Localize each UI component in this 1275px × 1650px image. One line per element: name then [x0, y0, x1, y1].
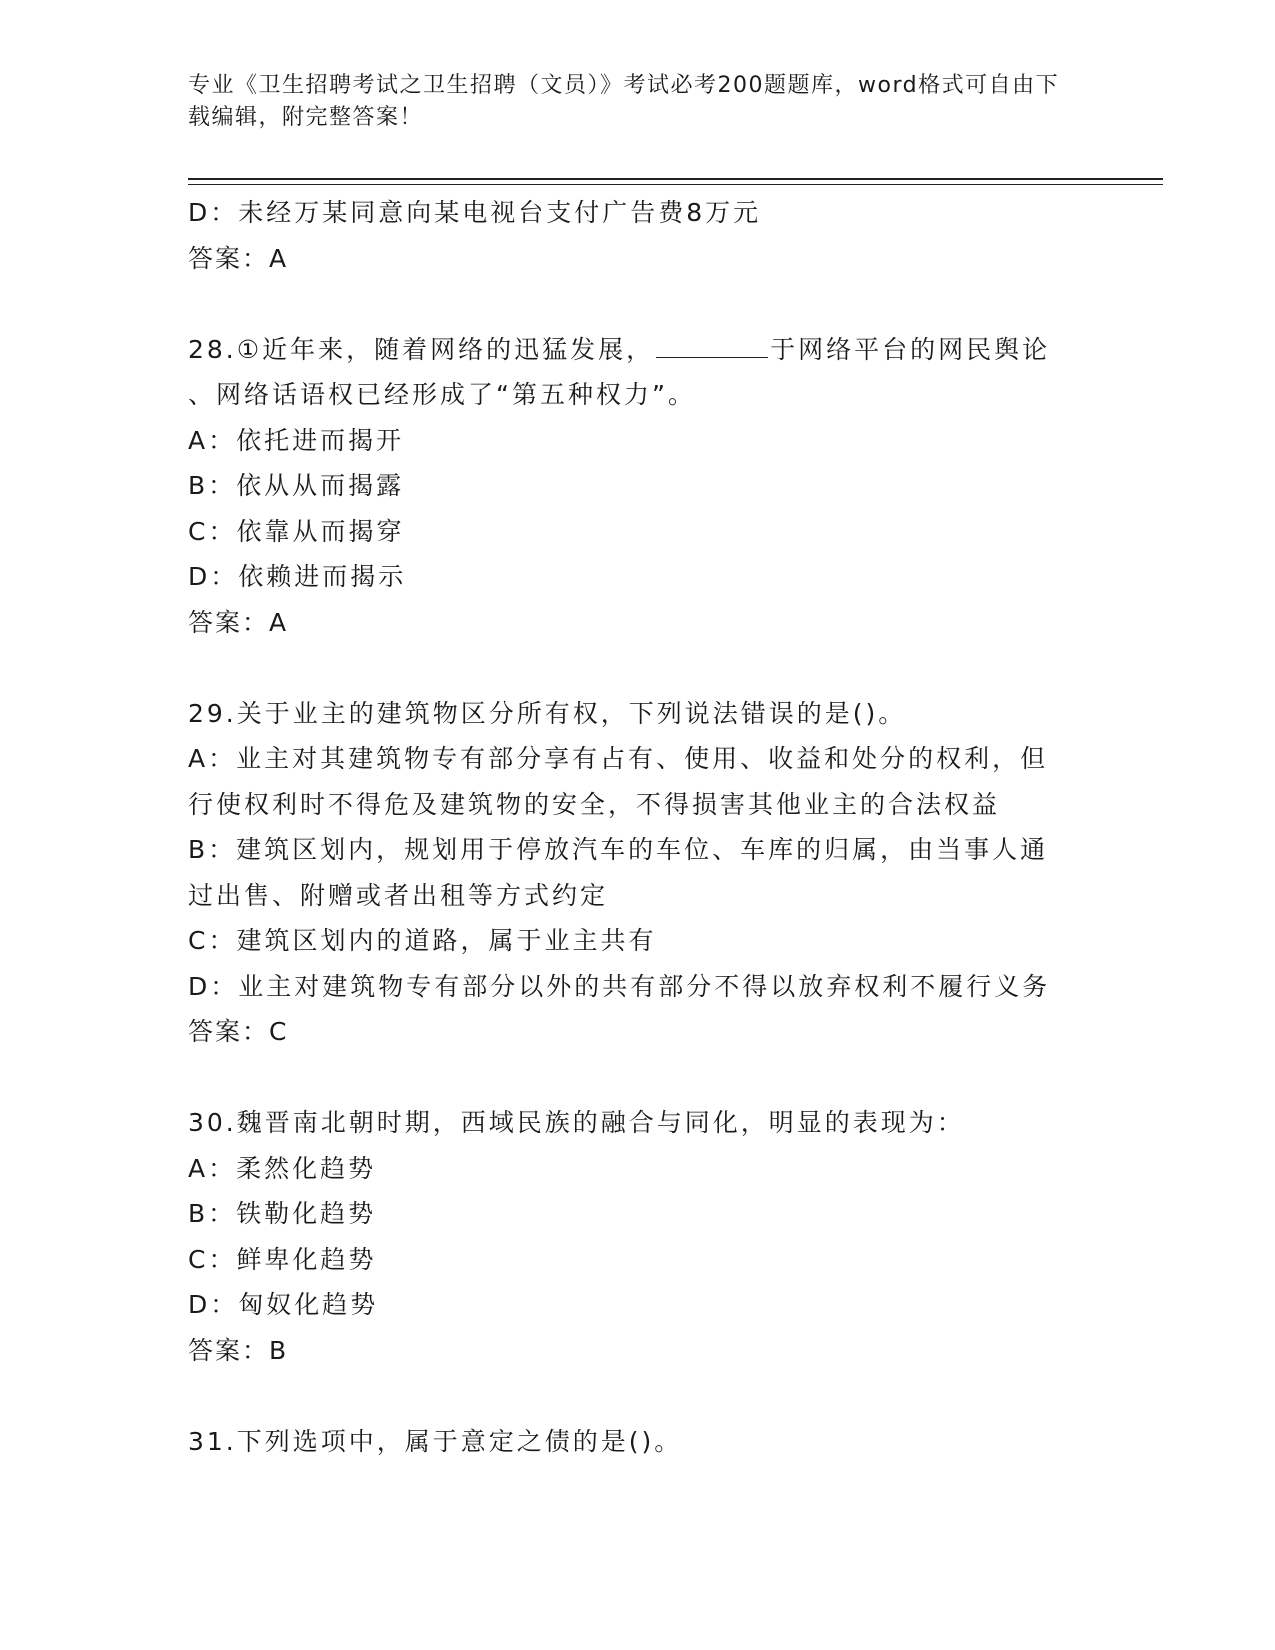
q28-option-b: B：依从从而揭露	[188, 471, 405, 500]
q28-answer: 答案：A	[188, 607, 289, 637]
q29-option-c: C：建筑区划内的道路，属于业主共有	[188, 926, 657, 955]
q29-option-a-line1: A：业主对其建筑物专有部分享有占有、使用、收益和处分的权利，但	[188, 744, 1049, 773]
header-rule-thin	[188, 184, 1163, 185]
q30-option-c: C：鲜卑化趋势	[188, 1244, 377, 1274]
q31-stem: 31.下列选项中，属于意定之债的是()。	[188, 1426, 683, 1456]
spacer	[188, 645, 1088, 691]
prev-option-d: D：未经万某同意向某电视台支付广告费8万元	[188, 198, 762, 227]
spacer	[188, 1055, 1088, 1101]
header-rule-thick	[188, 178, 1163, 180]
q28-option-a: A：依托进而揭开	[188, 425, 405, 455]
q29-option-b-line2: 过出售、附赠或者出租等方式约定	[188, 880, 609, 910]
q28-blank	[656, 331, 768, 358]
prev-answer: 答案：A	[188, 243, 289, 273]
q30-option-d: D：匈奴化趋势	[188, 1290, 379, 1319]
q30-answer: 答案：B	[188, 1335, 289, 1365]
q28-stem-part1: 28.①近年来，随着网络的迅猛发展，	[188, 334, 655, 364]
q29-option-b-line1: B：建筑区划内，规划用于停放汽车的车位、车库的归属，由当事人通	[188, 835, 1049, 864]
document-header: 专业《卫生招聘考试之卫生招聘（文员）》考试必考200题题库，word格式可自由下载编辑，附完整答案！	[188, 73, 1060, 130]
q30-option-b: B：铁勒化趋势	[188, 1199, 377, 1228]
q28-stem-part2: 于网络平台的网民舆论	[770, 334, 1051, 364]
q30-stem: 30.魏晋南北朝时期，西域民族的融合与同化，明显的表现为：	[188, 1108, 965, 1137]
q30-option-a: A：柔然化趋势	[188, 1153, 377, 1183]
q29-stem: 29.关于业主的建筑物区分所有权，下列说法错误的是()。	[188, 698, 907, 728]
q28-option-d: D：依赖进而揭示	[188, 562, 407, 591]
question-content	[188, 190, 1088, 1464]
q29-option-a-line2: 行使权利时不得危及建筑物的安全，不得损害其他业主的合法权益	[188, 789, 1001, 819]
q28-option-c: C：依靠从而揭穿	[188, 516, 405, 546]
q29-answer: 答案：C	[188, 1017, 289, 1046]
q28-stem-line2: 、网络话语权已经形成了“第五种权力”。	[188, 380, 696, 409]
q28-stem-line1	[188, 327, 1088, 373]
spacer	[188, 1373, 1088, 1419]
q29-option-d: D：业主对建筑物专有部分以外的共有部分不得以放弃权利不履行义务	[188, 971, 1051, 1001]
spacer	[188, 281, 1088, 327]
